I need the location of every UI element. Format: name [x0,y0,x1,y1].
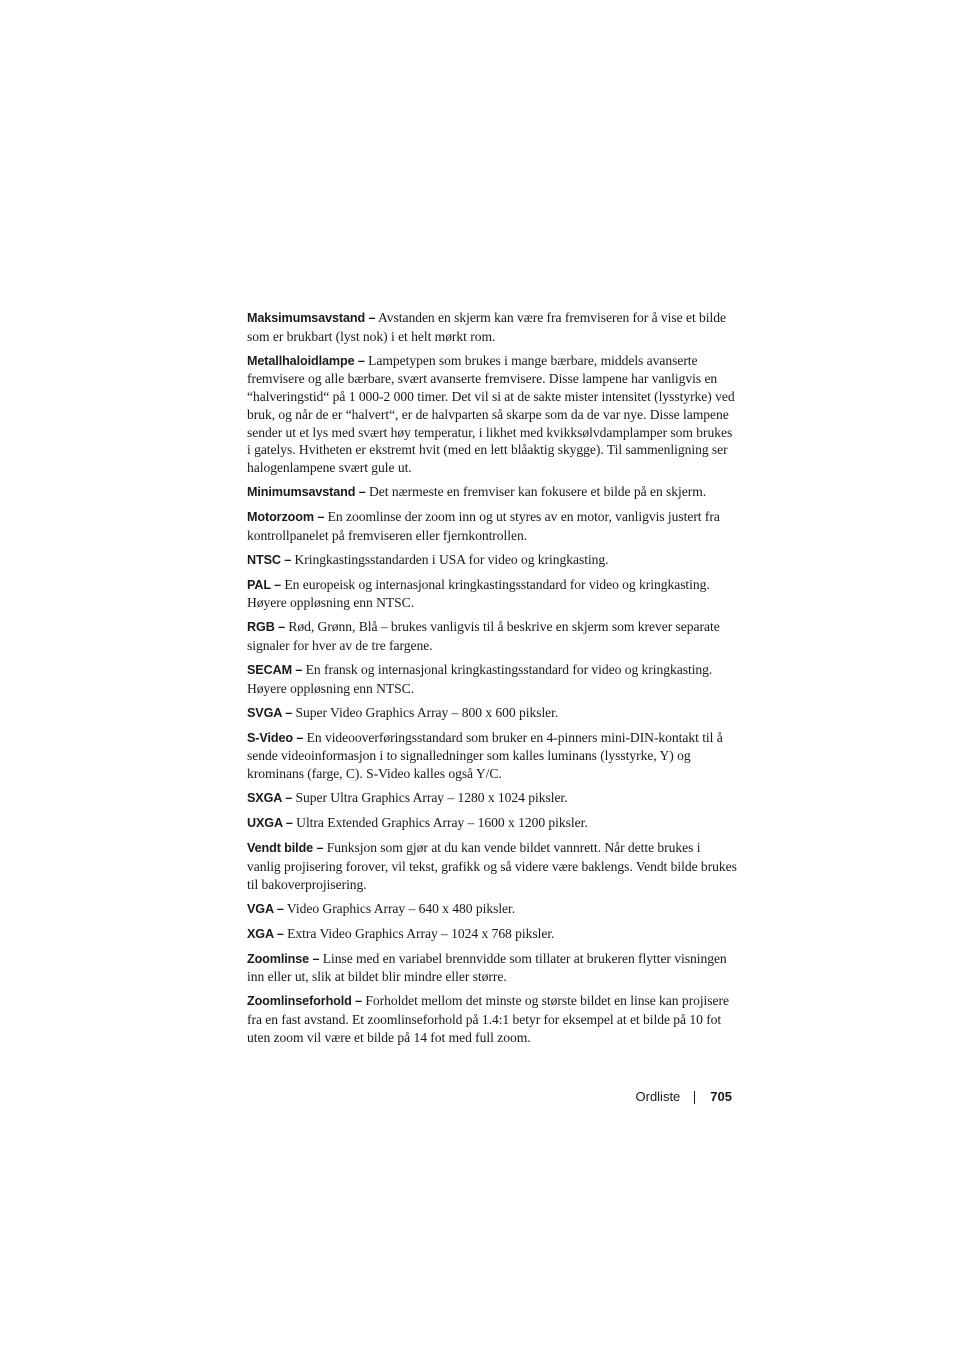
glossary-content [247,309,737,1053]
glossary-term: XGA – [247,926,284,941]
glossary-entry [247,551,737,570]
glossary-term: Minimumsavstand – [247,484,366,499]
glossary-entry [247,839,737,893]
glossary-term: RGB – [247,620,285,635]
glossary-definition: Ultra Extended Graphics Array – 1600 x 1200 piksler. [292,815,588,831]
glossary-entry [247,814,737,833]
glossary-entry [247,508,737,544]
glossary-definition: Funksjon som gjør at du kan vende bildet vannrett. Når dette brukes i vanlig projisering forover, vil tekst, grafikk og så videre være baklengs. Vendt bilde brukes til bakoverprojisering. [247,840,737,892]
glossary-term: SECAM – [247,663,303,678]
glossary-entry [247,950,737,986]
glossary-entry [247,729,737,783]
glossary-entry [247,925,737,944]
glossary-definition: Rød, Grønn, Blå – brukes vanligvis til å beskrive en skjerm som krever separate signaler for hver av de tre fargene. [247,619,720,654]
glossary-term: S-Video – [247,730,304,745]
glossary-entry [247,309,737,345]
glossary-entry [247,483,737,502]
glossary-term: PAL – [247,577,282,592]
footer-section-label: Ordliste [635,1089,681,1104]
glossary-entry [247,661,737,697]
glossary-definition: Video Graphics Array – 640 x 480 piksler. [283,900,516,916]
glossary-definition: Avstanden en skjerm kan være fra fremviseren for å vise et bilde som er brukbart (lyst nok) i et helt mørkt rom. [247,310,726,344]
glossary-entry [247,352,737,477]
glossary-definition: Super Video Graphics Array – 800 x 600 piksler. [292,704,559,720]
glossary-term: SVGA – [247,705,293,720]
glossary-entry [247,900,737,919]
glossary-definition: Kringkastingsstandarden i USA for video og kringkasting. [291,551,609,567]
glossary-definition: Super Ultra Graphics Array – 1280 x 1024 piksler. [292,790,568,806]
glossary-term: Zoomlinse – [247,951,320,966]
page-footer [636,1088,733,1106]
glossary-term: Zoomlinseforhold – [247,994,363,1009]
glossary-definition: Forholdet mellom det minste og største bildet en linse kan projisere fra en fast avstand. Et zoomlinseforhold på 1.4:1 betyr for eksempel at et bilde på 10 fot uten zoom vil være et bilde på 14 fot med full zoom. [247,993,729,1045]
footer-divider [694,1091,695,1104]
page-number: 705 [710,1089,732,1104]
glossary-definition: En fransk og internasjonal kringkastingsstandard for video og kringkasting. Høyere oppløsning enn NTSC. [247,662,713,696]
glossary-term: VGA – [247,901,284,916]
glossary-term: Motorzoom – [247,509,325,524]
glossary-term: Metallhaloidlampe – [247,353,365,368]
glossary-term: SXGA – [247,791,293,806]
glossary-definition: En zoomlinse der zoom inn og ut styres av en motor, vanligvis justert fra kontrollpanelet på fremviseren eller fjernkontrollen. [247,508,720,543]
glossary-term: NTSC – [247,552,292,567]
glossary-definition: En europeisk og internasjonal kringkastingsstandard for video og kringkasting. Høyere oppløsning enn NTSC. [247,576,710,611]
glossary-definition: Lampetypen som brukes i mange bærbare, middels avanserte fremvisere og alle bærbare, svært avanserte fremvisere. Disse lampene har vanligvis en “halveringstid“ på 1 000-2 000 timer. Det vil si at de sakte mister intensitet (lysstyrke) ved bruk, og når de er “halvert“, er de halvparten så skarpe som da de var nye. Disse lampene sender ut et lys med svært høy temperatur, i likhet med kvikksølvdamplamper som brukes i gatelys. Hvitheten er ekstremt hvit (med en lett blåaktig skygge). Til sammenligning ser halogenlampene svært gule ut. [247,352,735,475]
glossary-term: Vendt bilde – [247,841,324,856]
glossary-definition: Linse med en variabel brennvidde som tillater at brukeren flytter visningen inn eller ut, slik at bildet blir mindre eller større. [247,950,727,985]
glossary-entry [247,789,737,808]
glossary-entry [247,704,737,723]
glossary-definition: Det nærmeste en fremviser kan fokusere et bilde på en skjerm. [365,483,707,499]
glossary-term: Maksimumsavstand – [247,311,376,325]
glossary-entry [247,992,737,1046]
glossary-term: UXGA – [247,816,293,831]
glossary-entry [247,618,737,654]
glossary-entry [247,576,737,612]
glossary-definition: Extra Video Graphics Array – 1024 x 768 piksler. [283,925,555,941]
glossary-definition: En videooverføringsstandard som bruker en 4-pinners mini-DIN-kontakt til å sende videoinformasjon i to signalledninger som kalles luminans (lysstyrke, Y) og krominans (farge, C). S-Video kalles også Y/C. [247,729,723,782]
